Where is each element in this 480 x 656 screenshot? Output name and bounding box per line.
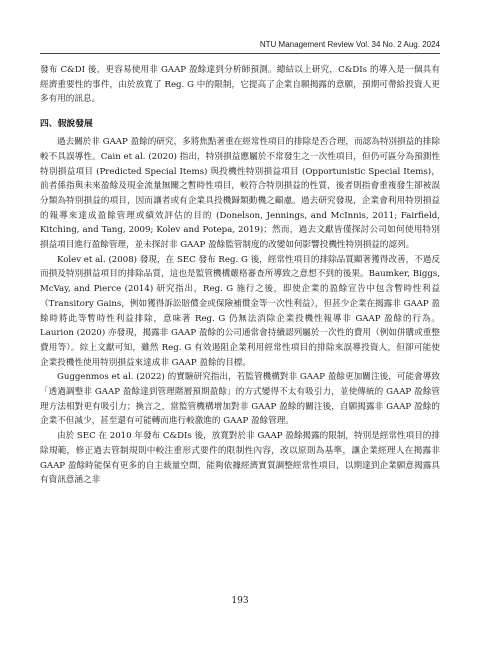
paragraph-3: Kolev et al. (2008) 發現，在 SEC 發布 Reg. G 後，經常性項目的排除品質顯著獲得改善，不過反而損及特別損益項目的排除品質，這也是監管機構嚴格審查所導致之意想不到的後果。Baumker, Biggs, McVay, and Pierce (2014) 研究指出，Reg. G 施行之後，即使企業的盈餘宣告中包含暫時性利益（Transitory Gains，例如獲得訴訟賠償金或保險補償金等一次性利益），但甚少企業在揭露非 GAAP 盈餘時將此等暫時性利益排除，意味著 Reg. G 仍無法消除企業投機性報導非 GAAP 盈餘的行為。Laurion (2020) 亦發現，揭露非 GAAP 盈餘的公司通常會持續認列屬於一次性的費用（例如併購或重整費用等）。綜上文獻可知，雖然 Reg. G 有效遏阻企業利用經常性項目的排除來誤導投資人，但卻可能使企業投機性使用特別損益來達成非 GAAP 盈餘的目標。 — [40, 254, 440, 368]
paragraph-4: Guggenmos et al. (2022) 的實驗研究指出，若監管機構對非 GAAP 盈餘更加關注後，可能會導致「透過調整非 GAAP 盈餘達到管理階層預期盈餘」的方式變得不太有吸引力，並使傳統的 GAAP 盈餘管理方法相對更有吸引力；換言之，當監管機構增加對非 GAAP 盈餘的關注後，自願揭露非 GAAP 盈餘的企業不但減少，甚至還有可能轉而進行較激進的 GAAP 盈餘管理。 — [40, 372, 440, 427]
paragraph-2: 過去關於非 GAAP 盈餘的研究，多將焦點著重在經常性項目的排除是否合理，而認為特別損益的排除較不具誤導性。Cain et al. (2020) 指出，特別損益應屬於不常發生之一次性項目，但仍可區分為預測性特別損益項目 (Predicted Special Items) 與投機性特別損益項目 (Opportunistic Special Items)，前者係指與未來盈餘及現金流量無關之暫時性項目，較符合特別損益的性質，後者則指會重複發生卻被誤分類為特別損益的項目，因而讓者或有企業具投機歸類動機之顧慮。過去研究發現，企業會利用特別損益的報導來達成盈餘管理或績效評估的目的 (Donelson, Jennings, and McInnis, 2011; Fairfield, Kitching, and Tang, 2009; Kolev and Potepa, 2019)；然而，過去文獻皆僅探討公司如何使用特別損益項目進行盈餘管理，並未探討非 GAAP 盈餘監管制度的改變如何影響投機性特別損益的認列。 — [40, 137, 440, 251]
header-rule — [40, 53, 440, 54]
paragraph-1: 發布 C&DI 後，更容易使用非 GAAP 盈餘達到分析師預測。總結以上研究，C&DIs 的導入是一個具有經濟重要性的事件，由於放寬了 Reg. G 中的限制，它提高了企業自願揭露的意願，預期可帶給投資人更多有用的訊息。 — [40, 65, 440, 105]
section-heading: 四、假說發展 — [40, 119, 93, 130]
page-number: 193 — [231, 596, 249, 606]
running-header: NTU Management Review Vol. 34 No. 2 Aug. 2024 — [259, 40, 440, 49]
paragraph-5: 由於 SEC 在 2010 年發布 C&DIs 後，放寬對於非 GAAP 盈餘揭露的限制，特別是經常性項目的排除規範，修正過去管制規則中較注重形式要件的限制性內容，改以原則為基準，讓企業經理人在揭露非 GAAP 盈餘時能保有更多的自主裁量空間，能夠依據經濟實質調整經常性項目，以期達到企業願意揭露具有資訊意涵之非 — [40, 431, 440, 486]
page-body — [40, 63, 440, 488]
